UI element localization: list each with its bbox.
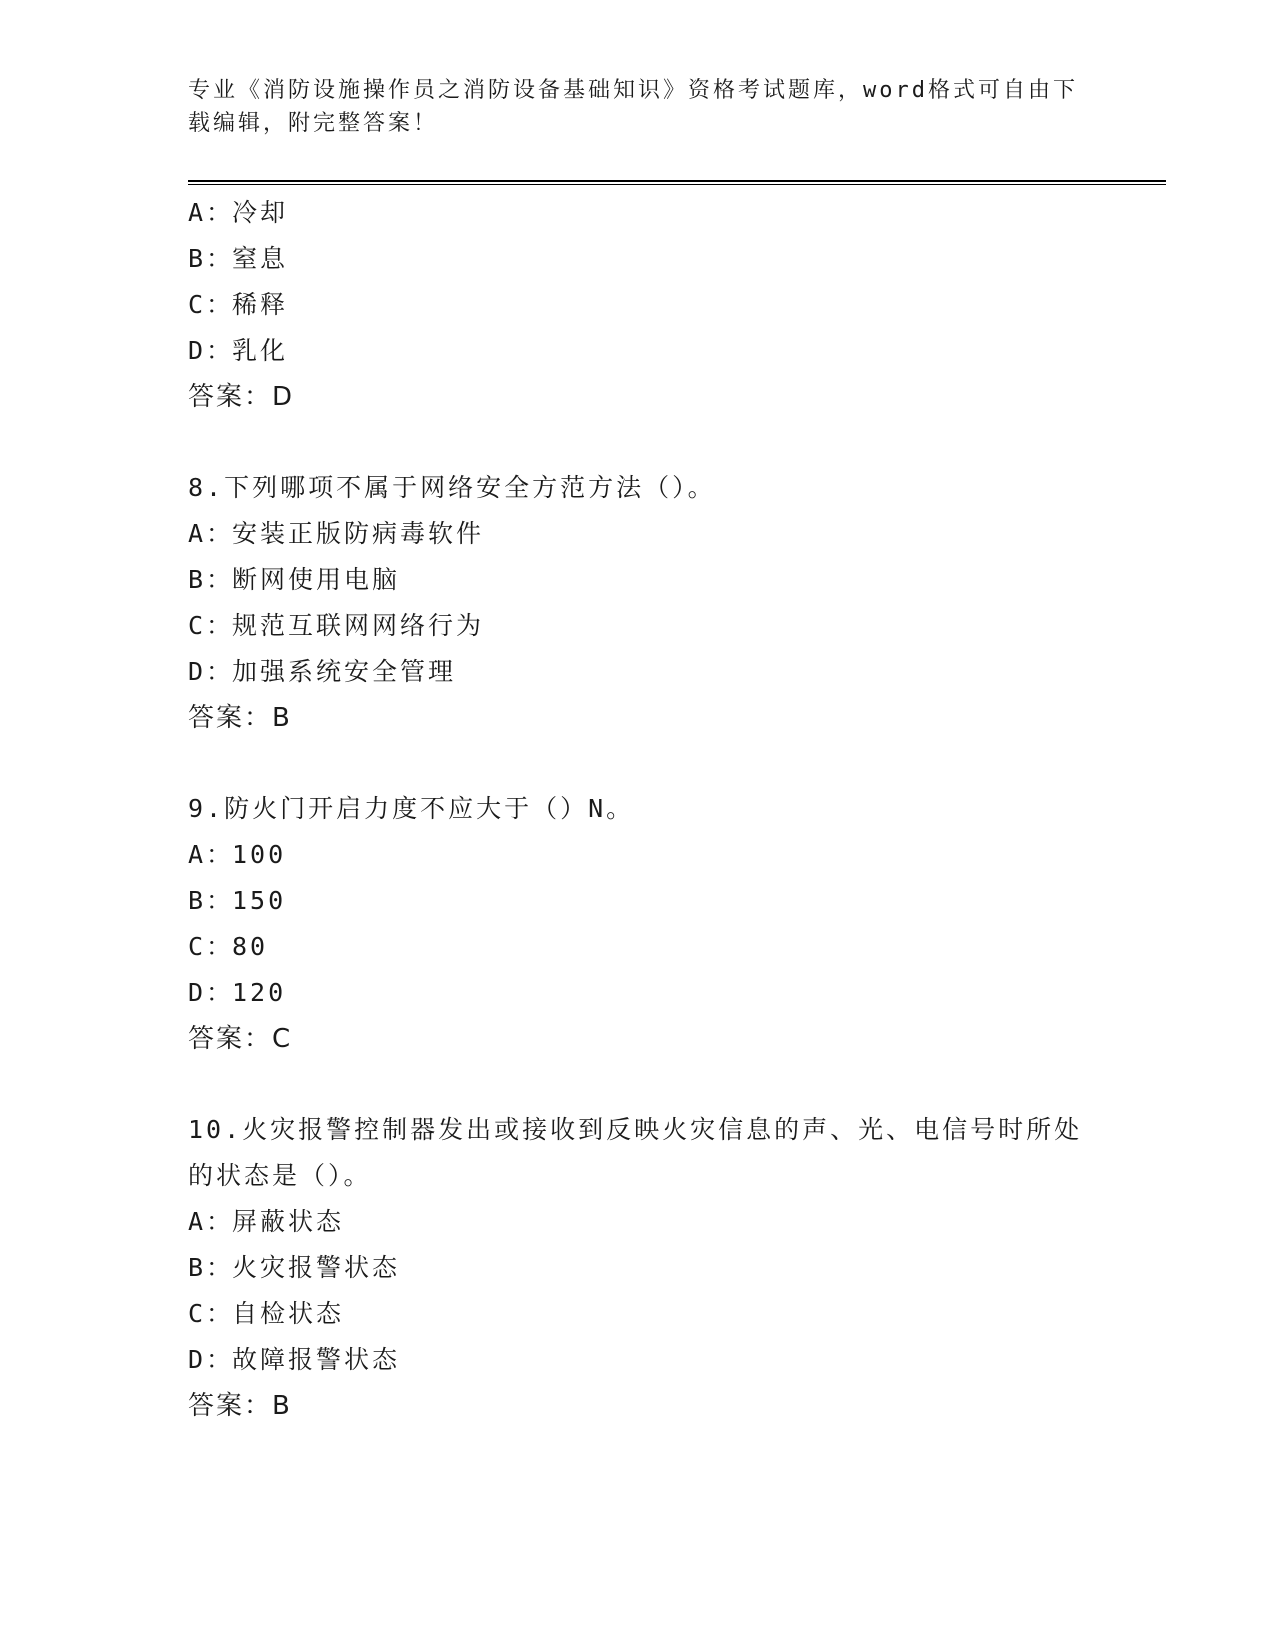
- option-letter: A：: [188, 198, 235, 227]
- option-b: [188, 878, 1088, 924]
- option-letter: D：: [188, 978, 235, 1007]
- option-text: 规范互联网网络行为: [232, 611, 485, 640]
- option-letter: D：: [188, 1345, 235, 1374]
- answer: 答案：D: [188, 382, 295, 412]
- option-letter: B：: [188, 244, 235, 273]
- answer: 答案：B: [188, 1391, 292, 1421]
- option-text: 自检状态: [232, 1299, 345, 1328]
- option-d: [188, 328, 1088, 374]
- option-text: 乳化: [232, 336, 289, 365]
- question-9: [188, 786, 1088, 1062]
- answer: 答案：B: [188, 703, 292, 733]
- option-a: [188, 1199, 1088, 1245]
- answer: 答案：C: [188, 1024, 293, 1054]
- question-stem: 10.火灾报警控制器发出或接收到反映火灾信息的声、光、电信号时所处的状态是（）。: [188, 1115, 1083, 1190]
- header-divider: [188, 180, 1166, 185]
- option-letter: A：: [188, 519, 235, 548]
- question-10: [188, 1107, 1088, 1429]
- option-b: [188, 1245, 1088, 1291]
- option-d: [188, 649, 1088, 695]
- option-text: 冷却: [232, 198, 289, 227]
- option-text: 断网使用电脑: [232, 565, 401, 594]
- question-8: [188, 465, 1088, 741]
- option-a: [188, 511, 1088, 557]
- option-text: 80: [232, 932, 269, 961]
- option-a: [188, 190, 1088, 236]
- option-letter: D：: [188, 336, 235, 365]
- option-letter: C：: [188, 1299, 235, 1328]
- option-letter: B：: [188, 565, 235, 594]
- option-letter: A：: [188, 1207, 235, 1236]
- option-text: 150: [232, 886, 287, 915]
- document-header: 专业《消防设施操作员之消防设备基础知识》资格考试题库，word格式可自由下载编辑，附完整答案！: [188, 78, 1078, 136]
- option-c: [188, 603, 1088, 649]
- question-stem: 8.下列哪项不属于网络安全方范方法（）。: [188, 473, 716, 502]
- option-a: [188, 832, 1088, 878]
- option-letter: C：: [188, 611, 235, 640]
- question-7: [188, 190, 1088, 420]
- option-c: [188, 1291, 1088, 1337]
- option-letter: C：: [188, 932, 235, 961]
- option-letter: A：: [188, 840, 235, 869]
- option-letter: B：: [188, 1253, 235, 1282]
- option-text: 120: [232, 978, 287, 1007]
- option-b: [188, 236, 1088, 282]
- option-letter: D：: [188, 657, 235, 686]
- option-letter: C：: [188, 290, 235, 319]
- option-text: 加强系统安全管理: [232, 657, 457, 686]
- option-text: 稀释: [232, 290, 289, 319]
- option-d: [188, 1337, 1088, 1383]
- option-letter: B：: [188, 886, 235, 915]
- option-text: 窒息: [232, 244, 289, 273]
- option-d: [188, 970, 1088, 1016]
- option-text: 屏蔽状态: [232, 1207, 345, 1236]
- question-stem: 9.防火门开启力度不应大于（）N。: [188, 794, 635, 823]
- option-text: 100: [232, 840, 287, 869]
- option-b: [188, 557, 1088, 603]
- option-text: 故障报警状态: [232, 1345, 401, 1374]
- option-c: [188, 282, 1088, 328]
- question-list: [188, 190, 1088, 1429]
- option-text: 安装正版防病毒软件: [232, 519, 485, 548]
- option-c: [188, 924, 1088, 970]
- option-text: 火灾报警状态: [232, 1253, 401, 1282]
